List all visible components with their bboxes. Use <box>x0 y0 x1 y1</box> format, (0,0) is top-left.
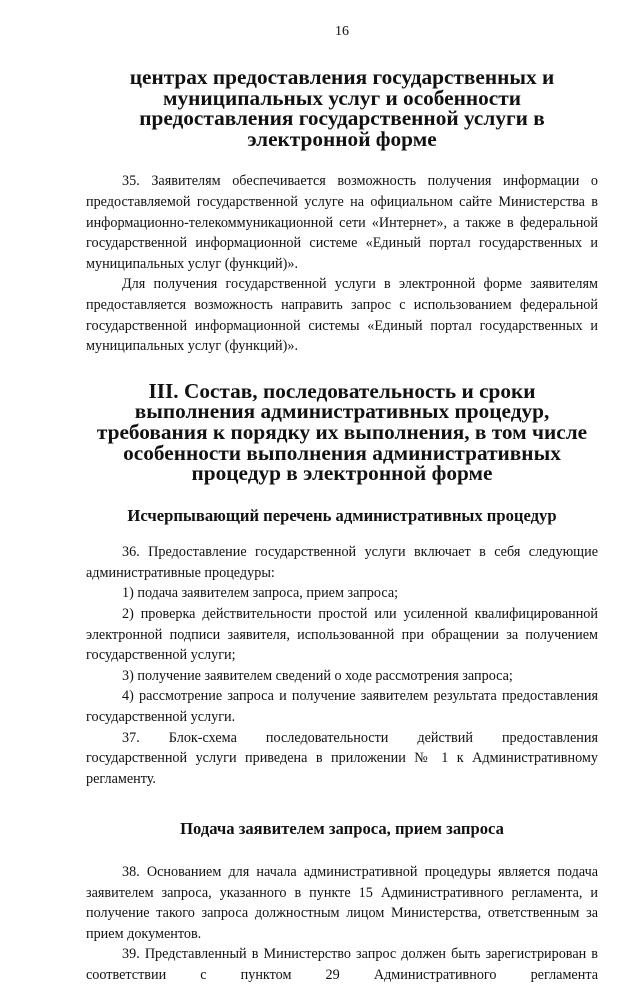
list-item-4: 4) рассмотрение запроса и получение заявителем результата предоставления государственной услуги. <box>86 688 598 726</box>
subheading-request-submission: Подача заявителем запроса, прием запроса <box>180 819 504 839</box>
paragraph-38: 38. Основанием для начала административной процедуры является подача заявителем запроса, указанного в пункте 15 Административного регламента, и получение такого запроса должностным лицом Министерства, ответственным за прием документов. <box>86 864 598 942</box>
paragraph-electronic-request: Для получения государственной услуги в электронной форме заявителям предоставляется возможность направить запрос с использованием федеральной государственной информационной системы «Единый портал государственных и муниципальных услуг (функций)». <box>86 276 598 355</box>
subheading-procedure-list: Исчерпывающий перечень административных процедур <box>127 505 557 525</box>
document-page <box>86 22 598 986</box>
page-number: 16 <box>335 24 349 39</box>
paragraph-35: 35. Заявителям обеспечивается возможность получения информации о предоставляемой государственной услуге на официальном сайте Министерства в информационно-телекоммуникационной сети «Интернет», а также в федеральной государственной информационной системе «Единый портал государственных и муниципальных услуг (функций)». <box>86 173 598 272</box>
paragraph-39: 39. Представленный в Министерство запрос должен быть зарегистрирован в соответствии с пунктом 29 Административного регламента <box>86 946 598 983</box>
list-item-2: 2) проверка действительности простой или усиленной квалифицированной электронной подписи заявителя, использованной при обращении за получением государственной услуги; <box>86 606 598 664</box>
list-item-1: 1) подача заявителем запроса, прием запроса; <box>122 585 399 602</box>
list-item-3: 3) получение заявителем сведений о ходе рассмотрения запроса; <box>122 667 513 684</box>
section-heading-continued: центрах предоставления государственных и муниципальных услуг и особенности предоставления государственной услуги в электронной форме <box>129 65 555 151</box>
paragraph-37: 37. Блок-схема последовательности действий предоставления государственной услуги приведена в приложении № 1 к Административному регламенту. <box>86 729 598 787</box>
paragraph-36: 36. Предоставление государственной услуги включает в себя следующие административные процедуры: <box>86 544 598 581</box>
section-3-heading: III. Состав, последовательность и сроки выполнения административных процедур, требования к порядку их выполнения, в том числе особенности выполнения административных процедур в электронной форме <box>96 378 588 486</box>
